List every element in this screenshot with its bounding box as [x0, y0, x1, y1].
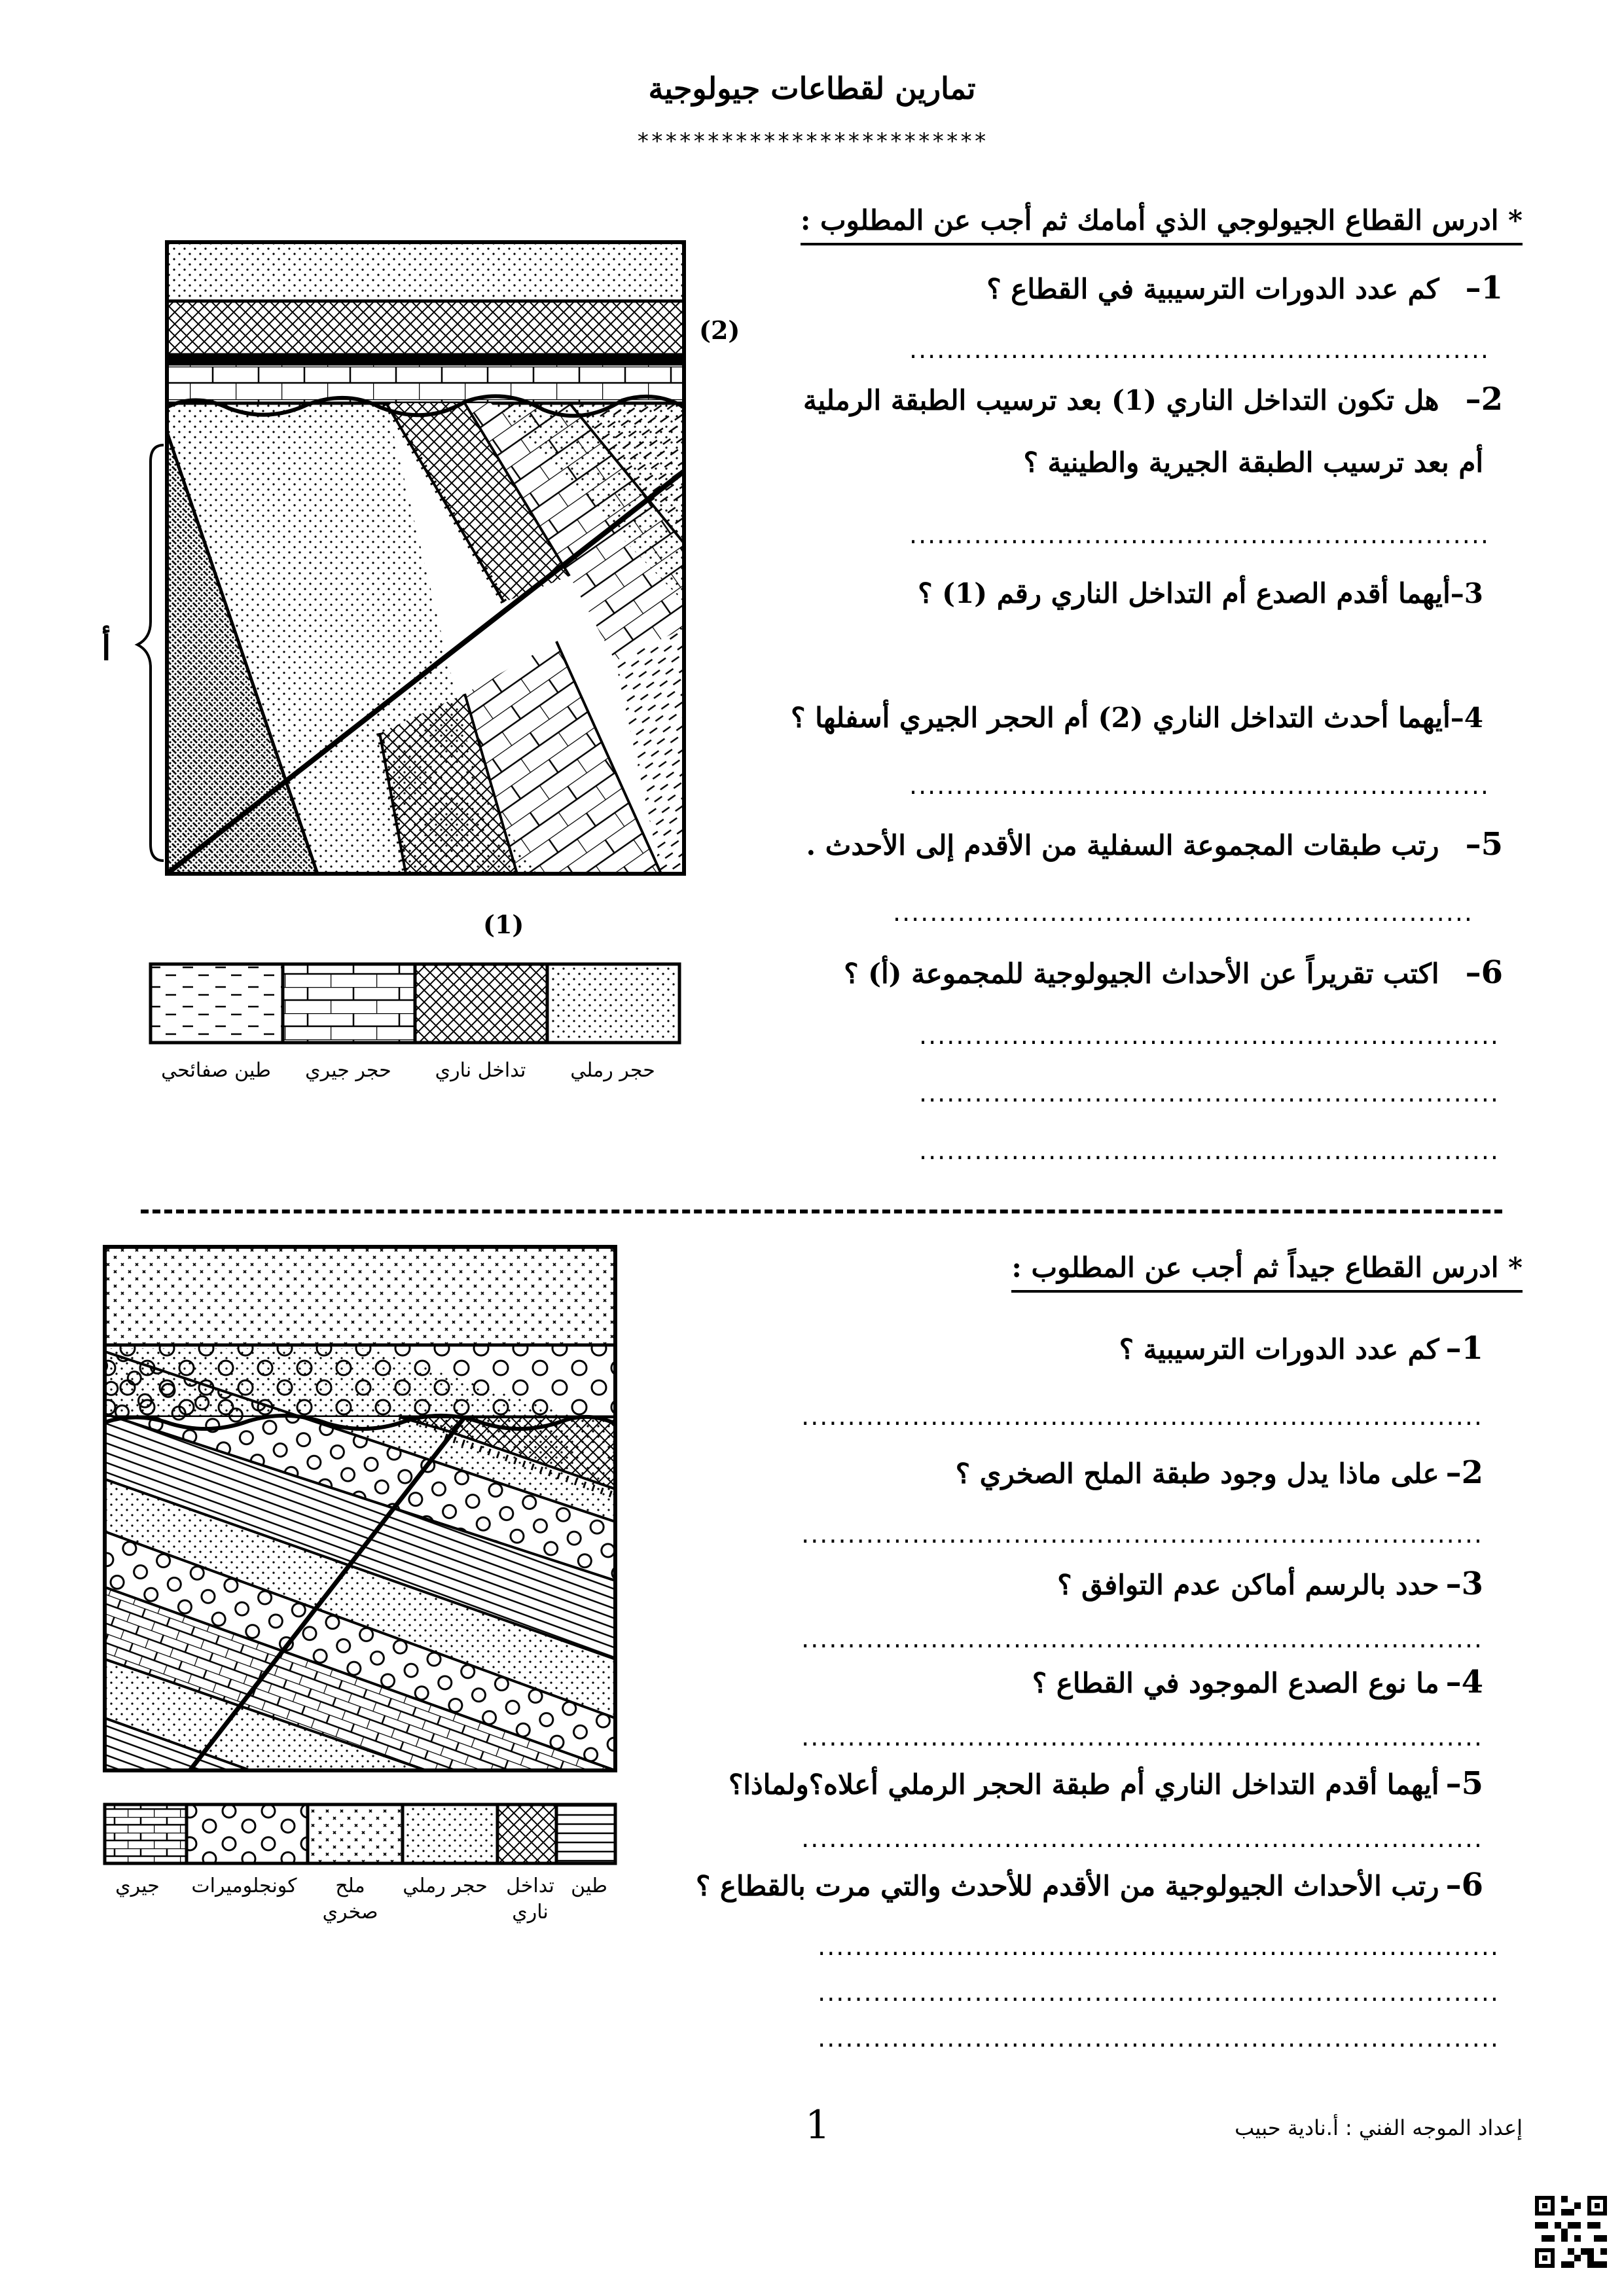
page-number: 1	[805, 2102, 831, 2148]
legend-label-sandstone: حجر رملي	[570, 1059, 655, 1082]
legend2-label-conglomerate: كونجلوميرات	[191, 1874, 297, 1897]
legend2-label-igneous: تداخل ناري	[506, 1874, 554, 1924]
section1-legend-swatches	[147, 961, 684, 1046]
s2-answer-line-6c[interactable]: ..........................................................................	[818, 2024, 1500, 2053]
legend2-label-limestone: جيري	[115, 1874, 160, 1897]
title-stars-divider: *************************	[636, 128, 988, 154]
group-a-label: أ	[101, 628, 111, 668]
s1-answer-line-4[interactable]: ...............................................................	[909, 771, 1490, 800]
igneous-sill-2	[167, 301, 684, 355]
legend2-label-clay: طين	[571, 1874, 607, 1897]
s1-answer-line-6c[interactable]: ...............................................................	[919, 1136, 1500, 1165]
legend-label-shale: طين صفائحي	[161, 1059, 271, 1082]
top-sandstone-layer	[167, 242, 684, 301]
group-a-brace	[137, 445, 164, 861]
label-intrusion-2: (2)	[699, 315, 740, 345]
geologic-section-1-diagram	[98, 236, 727, 897]
s2-answer-line-4[interactable]: ..........................................................................	[801, 1723, 1483, 1751]
section2-legend-swatches	[101, 1801, 619, 1867]
s1-question-1: 1–كم عدد الدورات الترسيبية في القطاع ؟	[986, 270, 1503, 306]
page-title: تمارين لقطاعات جيولوجية	[648, 71, 976, 106]
label-intrusion-1: (1)	[483, 910, 524, 939]
s2-answer-line-3[interactable]: ..........................................................................	[801, 1624, 1483, 1653]
section-separator	[141, 1210, 1502, 1213]
legend2-swatch-igneous	[497, 1804, 556, 1863]
legend-label-igneous: تداخل ناري	[435, 1059, 526, 1082]
legend-swatch-shale	[151, 964, 283, 1043]
section1-instruction: * ادرس القطاع الجيولوجي الذي أمامك ثم أجب عن المطلوب :	[801, 204, 1523, 236]
s1-question-3: 3–أيهما أقدم الصدع أم التداخل الناري رقم (1) ؟	[918, 577, 1483, 609]
s2-question-1: 1–كم عدد الدورات الترسيبية ؟	[1119, 1330, 1483, 1367]
s1-answer-line-5[interactable]: ...............................................................	[893, 898, 1473, 927]
s1-answer-line-2[interactable]: ...............................................................	[909, 520, 1490, 549]
legend2-swatch-rock-salt	[308, 1804, 403, 1863]
legend2-swatch-sandstone	[403, 1804, 497, 1863]
s2-question-6: 6–رتب الأحداث الجيولوجية من الأقدم للأحدث والتي مرت بالقطاع ؟	[695, 1867, 1483, 1903]
geologic-section-2-diagram	[98, 1240, 635, 1784]
s1-question-6: 6–اكتب تقريراً عن الأحداث الجيولوجية للمجموعة (أ) ؟	[844, 954, 1503, 991]
legend-label-limestone: حجر جيري	[305, 1059, 391, 1082]
s2-answer-line-6b[interactable]: ..........................................................................	[818, 1978, 1500, 2007]
top-limestone-layer	[167, 364, 684, 403]
section2-instruction: * ادرس القطاع جيداً ثم أجب عن المطلوب :	[1011, 1251, 1523, 1283]
s1-answer-line-6a[interactable]: ...............................................................	[919, 1021, 1500, 1050]
s2-answer-line-5[interactable]: ..........................................................................	[801, 1824, 1483, 1853]
s1-answer-line-6b[interactable]: ...............................................................	[919, 1079, 1500, 1107]
s1-answer-line-1[interactable]: ...............................................................	[909, 335, 1490, 364]
legend2-label-sandstone: حجر رملي	[403, 1874, 488, 1897]
s1-question-2: 2–هل تكون التداخل الناري (1) بعد ترسيب الطبقة الرملية	[803, 381, 1503, 418]
s2-question-2: 2–على ماذا يدل وجود طبقة الملح الصخري ؟	[955, 1454, 1483, 1491]
qr-code-icon	[1535, 2196, 1607, 2268]
legend2-label-rock-salt: ملح صخري	[322, 1874, 378, 1924]
s2-answer-line-6a[interactable]: ..........................................................................	[818, 1932, 1500, 1961]
s1-question-4: 4–أيهما أحدث التداخل الناري (2) أم الحجر الجيري أسفلها ؟	[791, 702, 1483, 734]
s2-answer-line-2[interactable]: ..........................................................................	[801, 1520, 1483, 1549]
legend-swatch-sandstone	[547, 964, 679, 1043]
s2-question-4: 4–ما نوع الصدع الموجود في القطاع ؟	[1032, 1664, 1483, 1700]
legend-swatch-limestone	[283, 964, 415, 1043]
legend2-swatch-conglomerate	[187, 1804, 308, 1863]
s2-question-5: 5–أيهما أقدم التداخل الناري أم طبقة الحجر الرملي أعلاه؟ولماذا؟	[728, 1765, 1483, 1802]
author-credit: إعداد الموجه الفني : أ.نادية حبيب	[1235, 2115, 1523, 2140]
top-rock-salt-layer	[105, 1247, 615, 1345]
s2-answer-line-1[interactable]: ..........................................................................	[801, 1402, 1483, 1431]
s1-question-5: 5–رتب طبقات المجموعة السفلية من الأقدم إلى الأحدث .	[806, 826, 1503, 863]
s2-question-3: 3–حدد بالرسم أماكن عدم التوافق ؟	[1057, 1566, 1483, 1602]
s1-question-2-cont: أم بعد ترسيب الطبقة الجيرية والطينية ؟	[1023, 446, 1483, 478]
legend2-swatch-limestone	[105, 1804, 187, 1863]
legend2-swatch-clay	[556, 1804, 615, 1863]
legend-swatch-igneous	[415, 964, 547, 1043]
